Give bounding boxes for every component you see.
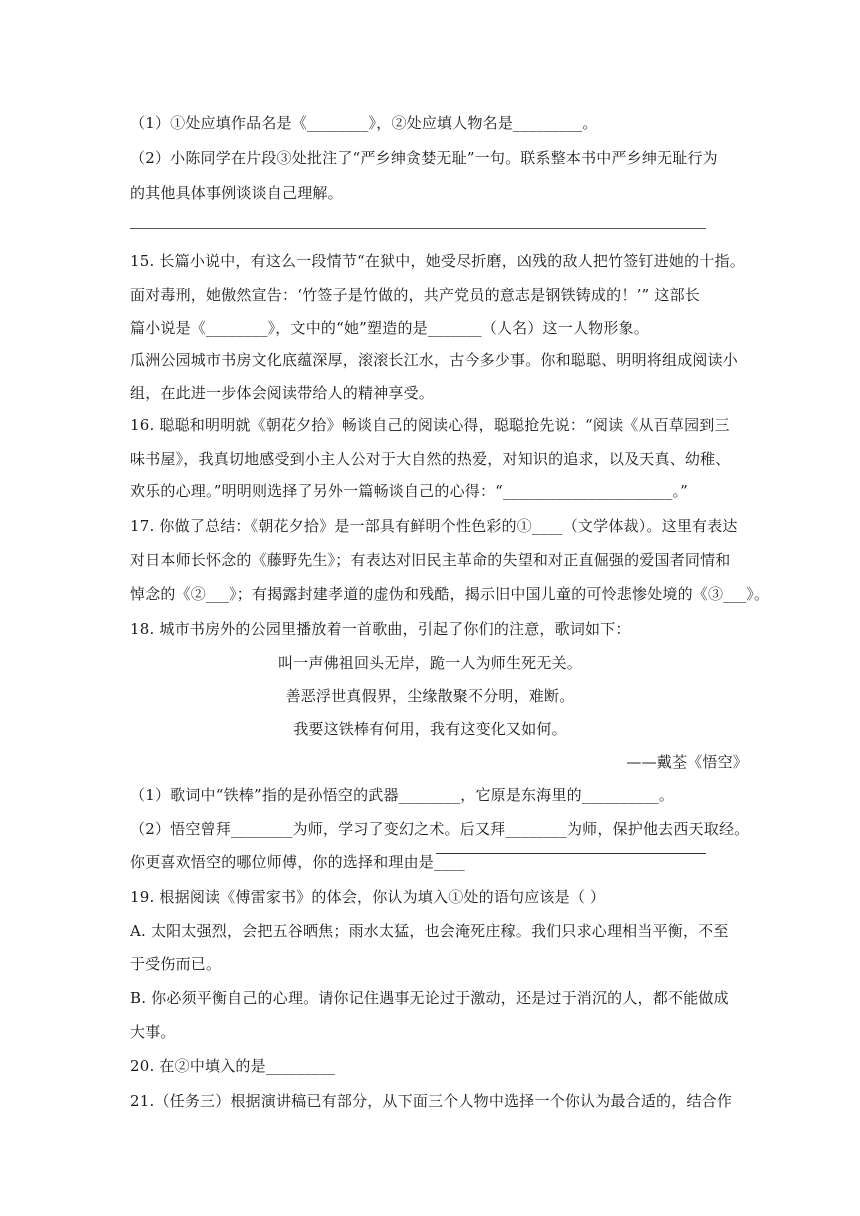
lyric-line-1: 叫一声佛祖回头无岸，跪一人为师生死无关。 <box>277 654 582 672</box>
answer-line <box>130 228 706 229</box>
q17-line1: 17. 你做了总结：《朝花夕拾》是一部具有鲜明个性色彩的①____（文学体裁）。这里有表达 <box>130 517 738 535</box>
lyric-attribution: ——戴荃《悟空》 <box>626 753 748 771</box>
lyric-line-2: 善恶浮世真假界，尘缘散聚不分明，难断。 <box>285 687 575 705</box>
q19-stem: 19. 根据阅读《傅雷家书》的体会，你认为填入①处的语句应该是（ ） <box>130 888 606 906</box>
q16-line1: 16. 聪聪和明明就《朝花夕拾》畅谈自己的阅读心得，聪聪抢先说：“阅读《从百草园到三 <box>130 416 730 434</box>
q15-line1: 15. 长篇小说中，有这么一段情节“在狱中，她受尽折磨，凶残的敌人把竹签钉进她的十指。 <box>130 252 745 270</box>
answer-blank <box>436 853 706 854</box>
q19-option-b-cont: 大事。 <box>130 1023 176 1041</box>
q15-line3: 篇小说是《________》，文中的“她”塑造的是_______（人名）这一人物形象。 <box>130 319 649 337</box>
q17-line3: 悼念的《②___》；有揭露封建孝道的虚伪和残酷，揭示旧中国儿童的可怜悲惨处境的《③___》。 <box>130 585 770 603</box>
q15-line2: 面对毒刑，她傲然宣告：‘竹签子是竹做的，共产党员的意志是钢铁铸成的！’” 这部长 <box>130 286 700 304</box>
context-line1: 瓜洲公园城市书房文化底蕴深厚，滚滚长江水，古今多少事。你和聪聪、明明将组成阅读小 <box>130 351 739 369</box>
q19-option-a: A. 太阳太强烈，会把五谷晒焦；雨水太猛，也会淹死庄稼。我们只求心理相当平衡，不至 <box>130 922 729 940</box>
q17-line2: 对日本师长怀念的《藤野先生》；有表达对旧民主革命的失望和对正直倔强的爱国者同情和 <box>130 551 731 569</box>
q18-part1: （1）歌词中“铁棒”指的是孙悟空的武器________，它原是东海里的__________。 <box>130 786 675 804</box>
q16-line2: 味书屋》，我真切地感受到小主人公对于大自然的热爱，对知识的追求，以及天真、幼稚、 <box>130 450 731 468</box>
lyric-line-3: 我要这铁棒有何用，我有这变化又如何。 <box>293 720 567 738</box>
q20: 20. 在②中填入的是_________ <box>130 1057 336 1075</box>
q19-option-b: B. 你必须平衡自己的心理。请你记住遇事无论过于激动，还是过于消沉的人，都不能做成 <box>130 989 729 1007</box>
q19-option-a-cont: 于受伤而已。 <box>130 955 222 973</box>
q14-part2: （2）小陈同学在片段③处批注了“严乡绅贪婪无耻”一句。联系整本书中严乡绅无耻行为 <box>130 149 718 167</box>
q14-part2-cont: 的其他具体事例谈谈自己理解。 <box>130 184 343 202</box>
q16-line3: 欢乐的心理。”明明则选择了另外一篇畅谈自己的心得：“______________________。” <box>130 482 689 500</box>
q18-part2-cont: 你更喜欢悟空的哪位师傅，你的选择和理由是____ <box>130 853 465 871</box>
context-line2: 组，在此进一步体会阅读带给人的精神享受。 <box>130 384 435 402</box>
q18-part2: （2）悟空曾拜________为师，学习了变幻之术。后又拜________为师，保护他去西天取经。 <box>130 820 750 838</box>
q21: 21.（任务三）根据演讲稿已有部分，从下面三个人物中选择一个你认为最合适的，结合作 <box>130 1092 733 1110</box>
q18-intro: 18. 城市书房外的公园里播放着一首歌曲，引起了你们的注意，歌词如下： <box>130 620 631 638</box>
q14-part1: （1）①处应填作品名是《________》，②处应填人物名是_________。 <box>130 114 598 132</box>
